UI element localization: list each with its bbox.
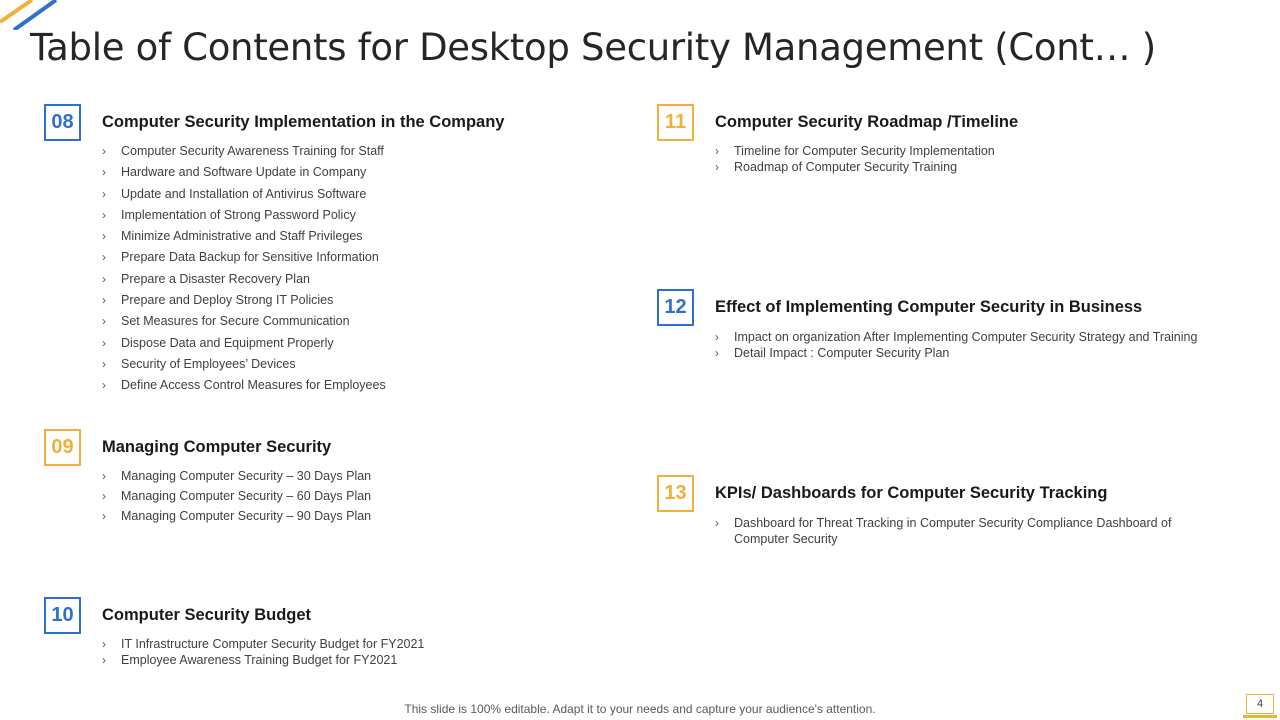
- section-item-list: [715, 329, 1197, 361]
- list-item[interactable]: › Update and Installation of Antivirus Software: [102, 186, 367, 201]
- list-item[interactable]: › Managing Computer Security – 30 Days Plan: [102, 469, 372, 483]
- section-title: Computer Security Budget: [102, 606, 312, 624]
- chevron-right-icon: ›: [102, 653, 106, 667]
- list-item[interactable]: › Roadmap of Computer Security Training: [715, 160, 958, 174]
- list-item[interactable]: › Security of Employees’ Devices: [102, 356, 296, 371]
- list-item[interactable]: › Prepare and Deploy Strong IT Policies: [102, 293, 334, 308]
- chevron-right-icon: ›: [102, 637, 106, 651]
- list-item[interactable]: › Timeline for Computer Security Implementation: [715, 144, 995, 158]
- chevron-right-icon: ›: [102, 207, 106, 222]
- chevron-right-icon: ›: [102, 250, 106, 265]
- section-number-badge: 10: [44, 597, 81, 634]
- chevron-right-icon: ›: [102, 293, 106, 308]
- chevron-right-icon: ›: [102, 314, 106, 329]
- chevron-right-icon: ›: [102, 144, 106, 158]
- list-item[interactable]: › Define Access Control Measures for Employees: [102, 378, 386, 393]
- page-number: 4: [1246, 694, 1274, 714]
- chevron-right-icon: ›: [715, 346, 719, 360]
- list-item[interactable]: › Hardware and Software Update in Company: [102, 165, 367, 180]
- chevron-right-icon: ›: [102, 165, 106, 180]
- list-item[interactable]: › Managing Computer Security – 60 Days Plan: [102, 489, 372, 503]
- chevron-right-icon: ›: [715, 160, 719, 174]
- section-title: Managing Computer Security: [102, 438, 332, 456]
- list-item[interactable]: › Minimize Administrative and Staff Privileges: [102, 229, 363, 244]
- footer-note: This slide is 100% editable. Adapt it to your needs and capture your audience's attention.: [404, 702, 876, 716]
- section-title: Computer Security Roadmap /Timeline: [715, 113, 1019, 131]
- section-item-list: [715, 515, 1185, 547]
- list-item[interactable]: › Prepare Data Backup for Sensitive Information: [102, 250, 379, 265]
- list-item[interactable]: › Employee Awareness Training Budget for FY2021: [102, 653, 398, 667]
- chevron-right-icon: ›: [102, 335, 106, 350]
- chevron-right-icon: ›: [102, 469, 106, 483]
- list-item[interactable]: › Computer Security Awareness Training for Staff: [102, 144, 384, 158]
- section-number-badge: 12: [657, 289, 694, 326]
- section-item-list: [102, 636, 424, 668]
- chevron-right-icon: ›: [102, 378, 106, 393]
- section-number-badge: 11: [657, 104, 694, 141]
- list-item[interactable]: › Dispose Data and Equipment Properly: [102, 335, 334, 350]
- section-item-list: [102, 468, 371, 528]
- section-number-badge: 13: [657, 475, 694, 512]
- chevron-right-icon: ›: [102, 509, 106, 523]
- list-item[interactable]: › Detail Impact : Computer Security Plan: [715, 346, 950, 360]
- chevron-right-icon: ›: [102, 229, 106, 244]
- section-number-badge: 09: [44, 429, 81, 466]
- chevron-right-icon: ›: [715, 516, 719, 530]
- chevron-right-icon: ›: [715, 144, 719, 158]
- list-item[interactable]: › Implementation of Strong Password Policy: [102, 207, 356, 222]
- chevron-right-icon: ›: [102, 356, 106, 371]
- chevron-right-icon: ›: [102, 186, 106, 201]
- list-item[interactable]: › Prepare a Disaster Recovery Plan: [102, 271, 310, 286]
- list-item[interactable]: › IT Infrastructure Computer Security Budget for FY2021: [102, 637, 425, 651]
- list-item[interactable]: › Set Measures for Secure Communication: [102, 314, 350, 329]
- list-item[interactable]: › Impact on organization After Implementing Computer Security Strategy and Training: [715, 330, 1198, 344]
- section-title: KPIs/ Dashboards for Computer Security Tracking: [715, 484, 1108, 502]
- list-item[interactable]: › Managing Computer Security – 90 Days Plan: [102, 509, 372, 523]
- chevron-right-icon: ›: [102, 271, 106, 286]
- section-item-list: [102, 143, 386, 399]
- list-item[interactable]: › Dashboard for Threat Tracking in Computer Security Compliance Dashboard of Computer Security: [715, 516, 1172, 546]
- chevron-right-icon: ›: [102, 489, 106, 503]
- section-number-badge: 08: [44, 104, 81, 141]
- page-number-underline: [1243, 715, 1277, 718]
- section-title: Effect of Implementing Computer Security in Business: [715, 298, 1143, 316]
- section-title: Computer Security Implementation in the Company: [102, 113, 505, 131]
- section-item-list: [715, 143, 995, 175]
- chevron-right-icon: ›: [715, 330, 719, 344]
- page-title: Table of Contents for Desktop Security Management (Cont… ): [30, 26, 1156, 69]
